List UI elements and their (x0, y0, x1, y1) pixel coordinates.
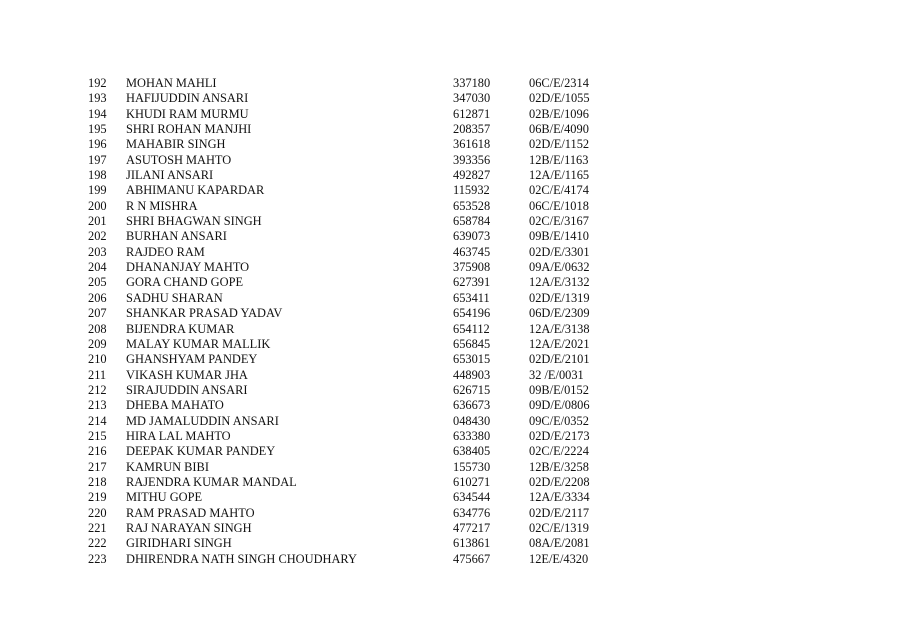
list-item (0, 383, 918, 398)
id-code: 375908 (453, 260, 491, 275)
id-code: 654196 (453, 306, 491, 321)
list-item (0, 291, 918, 306)
serial-number: 198 (88, 168, 107, 183)
serial-number: 215 (88, 428, 107, 443)
reference-number: 12A/E/3334 (529, 490, 590, 505)
id-code: 627391 (453, 275, 491, 290)
person-name: HAFIJUDDIN ANSARI (126, 91, 249, 106)
list-item (0, 506, 918, 521)
list-item (0, 107, 918, 122)
list-item (0, 91, 918, 106)
list-item (0, 76, 918, 91)
serial-number: 192 (88, 76, 107, 90)
list-item (0, 414, 918, 429)
reference-number: 12A/E/1165 (529, 168, 590, 183)
reference-number: 02C/E/2224 (529, 444, 589, 459)
reference-number: 06C/E/1018 (529, 198, 589, 213)
id-code: 638405 (453, 444, 491, 459)
person-name: KAMRUN BIBI (126, 459, 209, 474)
serial-number: 199 (88, 183, 107, 198)
list-item (0, 275, 918, 290)
id-code: 115932 (453, 183, 490, 198)
person-name: SHRI BHAGWAN SINGH (126, 214, 262, 229)
person-name: DHANANJAY MAHTO (126, 260, 250, 275)
person-name: DHIRENDRA NATH SINGH CHOUDHARY (126, 551, 357, 566)
list-item (0, 122, 918, 137)
person-name: MITHU GOPE (126, 490, 203, 505)
person-name: SIRAJUDDIN ANSARI (126, 382, 248, 397)
list-item (0, 153, 918, 168)
id-code: 048430 (453, 413, 491, 428)
reference-number: 12B/E/1163 (529, 152, 589, 167)
reference-number: 09B/E/0152 (529, 382, 589, 397)
id-code: 633380 (453, 428, 491, 443)
reference-number: 02D/E/2101 (529, 352, 590, 367)
list-item (0, 322, 918, 337)
serial-number: 210 (88, 352, 107, 367)
person-name: ASUTOSH MAHTO (126, 152, 232, 167)
person-name: KHUDI RAM MURMU (126, 106, 249, 121)
id-code: 613861 (453, 536, 491, 551)
reference-number: 12E/E/4320 (529, 551, 589, 566)
list-item (0, 137, 918, 152)
reference-number: 09C/E/0352 (529, 413, 589, 428)
person-name: JILANI ANSARI (126, 168, 214, 183)
list-item (0, 521, 918, 536)
id-code: 634776 (453, 505, 491, 520)
id-code: 656845 (453, 336, 491, 351)
list-item (0, 490, 918, 505)
person-name: MALAY KUMAR MALLIK (126, 336, 271, 351)
reference-number: 12A/E/3132 (529, 275, 590, 290)
id-code: 653528 (453, 198, 491, 213)
person-name: HIRA LAL MAHTO (126, 428, 231, 443)
serial-number: 220 (88, 505, 107, 520)
list-item (0, 536, 918, 551)
serial-number: 211 (88, 367, 107, 382)
id-code: 492827 (453, 168, 491, 183)
reference-number: 09A/E/0632 (529, 260, 590, 275)
serial-number: 216 (88, 444, 107, 459)
name-list (0, 76, 918, 567)
person-name: GIRIDHARI SINGH (126, 536, 232, 551)
person-name: RAJ NARAYAN SINGH (126, 520, 252, 535)
id-code: 653411 (453, 290, 490, 305)
person-name: SADHU SHARAN (126, 290, 223, 305)
person-name: MD JAMALUDDIN ANSARI (126, 413, 279, 428)
serial-number: 213 (88, 398, 107, 413)
reference-number: 09B/E/1410 (529, 229, 589, 244)
reference-number: 06B/E/4090 (529, 122, 589, 137)
id-code: 612871 (453, 106, 491, 121)
serial-number: 221 (88, 520, 107, 535)
person-name: DEEPAK KUMAR PANDEY (126, 444, 276, 459)
serial-number: 197 (88, 152, 107, 167)
person-name: RAJENDRA KUMAR MANDAL (126, 474, 297, 489)
person-name: R N MISHRA (126, 198, 198, 213)
reference-number: 02D/E/2173 (529, 428, 590, 443)
serial-number: 196 (88, 137, 107, 152)
list-item (0, 444, 918, 459)
person-name: SHRI ROHAN MANJHI (126, 122, 252, 137)
reference-number: 08A/E/2081 (529, 536, 590, 551)
person-name: MAHABIR SINGH (126, 137, 226, 152)
person-name: BIJENDRA KUMAR (126, 321, 235, 336)
serial-number: 207 (88, 306, 107, 321)
serial-number: 212 (88, 382, 107, 397)
id-code: 634544 (453, 490, 491, 505)
id-code: 639073 (453, 229, 491, 244)
id-code: 347030 (453, 91, 491, 106)
list-item (0, 199, 918, 214)
list-item (0, 229, 918, 244)
serial-number: 218 (88, 474, 107, 489)
reference-number: 32 /E/0031 (529, 367, 584, 382)
reference-number: 12A/E/3138 (529, 321, 590, 336)
id-code: 155730 (453, 459, 491, 474)
person-name: GORA CHAND GOPE (126, 275, 244, 290)
serial-number: 214 (88, 413, 107, 428)
list-item (0, 552, 918, 567)
list-item (0, 398, 918, 413)
serial-number: 222 (88, 536, 107, 551)
reference-number: 12B/E/3258 (529, 459, 589, 474)
id-code: 653015 (453, 352, 491, 367)
person-name: ABHIMANU KAPARDAR (126, 183, 265, 198)
reference-number: 02D/E/2117 (529, 505, 590, 520)
id-code: 208357 (453, 122, 491, 137)
serial-number: 205 (88, 275, 107, 290)
serial-number: 209 (88, 336, 107, 351)
id-code: 654112 (453, 321, 490, 336)
serial-number: 223 (88, 551, 107, 566)
person-name: GHANSHYAM PANDEY (126, 352, 258, 367)
list-item (0, 460, 918, 475)
serial-number: 204 (88, 260, 107, 275)
list-item (0, 183, 918, 198)
id-code: 658784 (453, 214, 491, 229)
id-code: 393356 (453, 152, 491, 167)
serial-number: 200 (88, 198, 107, 213)
serial-number: 195 (88, 122, 107, 137)
person-name: SHANKAR PRASAD YADAV (126, 306, 283, 321)
reference-number: 02C/E/1319 (529, 520, 589, 535)
person-name: DHEBA MAHATO (126, 398, 224, 413)
list-item (0, 260, 918, 275)
reference-number: 06D/E/2309 (529, 306, 590, 321)
list-item (0, 475, 918, 490)
reference-number: 02D/E/2208 (529, 474, 590, 489)
serial-number: 203 (88, 244, 107, 259)
list-item (0, 429, 918, 444)
reference-number: 06C/E/2314 (529, 76, 589, 90)
person-name: BURHAN ANSARI (126, 229, 227, 244)
list-item (0, 306, 918, 321)
reference-number: 02D/E/1055 (529, 91, 590, 106)
list-item (0, 168, 918, 183)
serial-number: 194 (88, 106, 107, 121)
serial-number: 202 (88, 229, 107, 244)
id-code: 337180 (453, 76, 491, 90)
reference-number: 02D/E/3301 (529, 244, 590, 259)
list-item (0, 368, 918, 383)
person-name: MOHAN MAHLI (126, 76, 217, 90)
id-code: 610271 (453, 474, 491, 489)
person-name: RAM PRASAD MAHTO (126, 505, 255, 520)
reference-number: 02B/E/1096 (529, 106, 589, 121)
reference-number: 02C/E/3167 (529, 214, 589, 229)
serial-number: 201 (88, 214, 107, 229)
serial-number: 206 (88, 290, 107, 305)
serial-number: 219 (88, 490, 107, 505)
id-code: 477217 (453, 520, 491, 535)
id-code: 361618 (453, 137, 491, 152)
person-name: RAJDEO RAM (126, 244, 205, 259)
id-code: 463745 (453, 244, 491, 259)
list-item (0, 245, 918, 260)
id-code: 626715 (453, 382, 491, 397)
reference-number: 12A/E/2021 (529, 336, 590, 351)
serial-number: 193 (88, 91, 107, 106)
reference-number: 02C/E/4174 (529, 183, 589, 198)
serial-number: 208 (88, 321, 107, 336)
person-name: VIKASH KUMAR JHA (126, 367, 248, 382)
reference-number: 02D/E/1152 (529, 137, 590, 152)
list-item (0, 352, 918, 367)
list-item (0, 214, 918, 229)
serial-number: 217 (88, 459, 107, 474)
reference-number: 09D/E/0806 (529, 398, 590, 413)
list-item (0, 337, 918, 352)
id-code: 475667 (453, 551, 491, 566)
reference-number: 02D/E/1319 (529, 290, 590, 305)
id-code: 448903 (453, 367, 491, 382)
id-code: 636673 (453, 398, 491, 413)
